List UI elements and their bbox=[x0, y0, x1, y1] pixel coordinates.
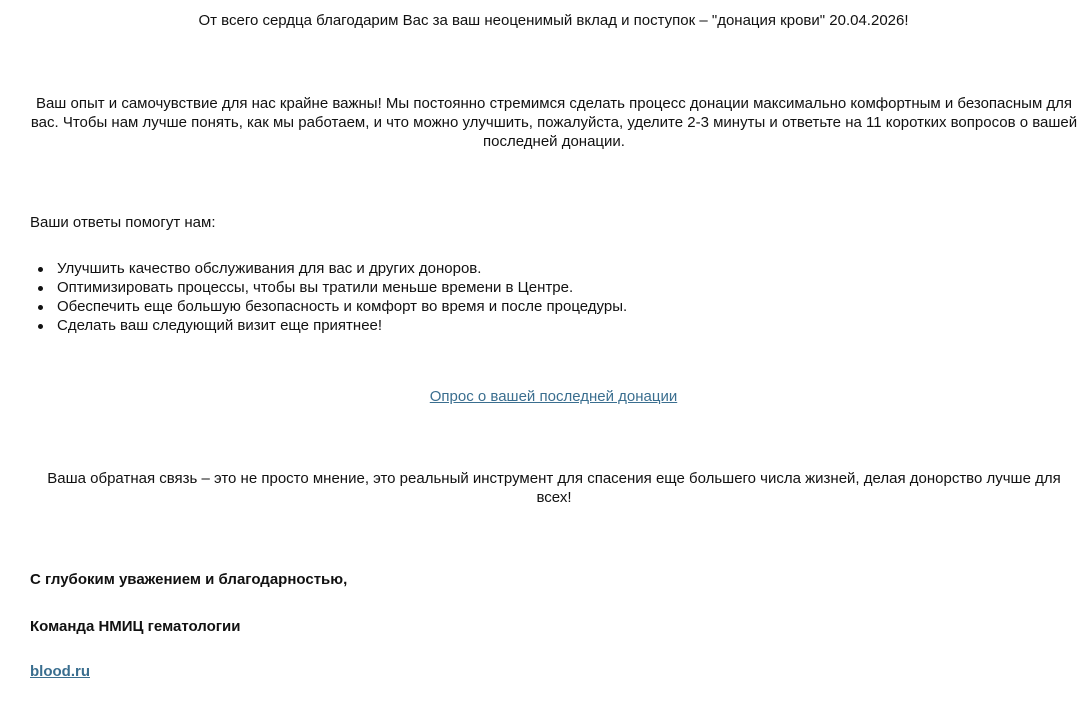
survey-link[interactable]: Опрос о вашей последней донации bbox=[429, 388, 678, 405]
benefit-item: Оптимизировать процессы, чтобы вы тратили меньше времени в Центре. bbox=[57, 278, 627, 297]
feedback-paragraph: Ваша обратная связь – это не просто мнение, это реальный инструмент для спасения еще большего числа жизней, делая донорство лучше для всех! bbox=[47, 470, 1061, 506]
benefit-item: Обеспечить еще большую безопасность и комфорт во время и после процедуры. bbox=[57, 298, 628, 315]
benefit-item: Улучшить качество обслуживания для вас и других доноров. bbox=[57, 259, 627, 278]
site-link-wrapper bbox=[30, 662, 90, 681]
benefit-item: Сделать ваш следующий визит еще приятнее! bbox=[57, 316, 627, 335]
survey-link-wrapper bbox=[0, 387, 1079, 406]
team-signature: Команда НМИЦ гематологии bbox=[30, 618, 241, 635]
site-link[interactable]: blood.ru bbox=[30, 663, 90, 680]
closing-line: С глубоким уважением и благодарностью, bbox=[30, 571, 348, 588]
answers-heading: Ваши ответы помогут нам: bbox=[30, 214, 216, 231]
intro-paragraph: Ваш опыт и самочувствие для нас крайне важны! Мы постоянно стремимся сделать процесс донации максимально комфортным и безопасным для вас. Чтобы нам лучше понять, как мы работаем, и что можно улучшить, пожалуйста, уделите 2-3 минуты и ответьте на 11 коротких вопросов о вашей последней донации. bbox=[30, 95, 1078, 150]
thanks-line: От всего сердца благодарим Вас за ваш неоценимый вклад и поступок – "донация крови" 20.04.2026! bbox=[198, 12, 909, 29]
benefits-list bbox=[30, 259, 627, 335]
